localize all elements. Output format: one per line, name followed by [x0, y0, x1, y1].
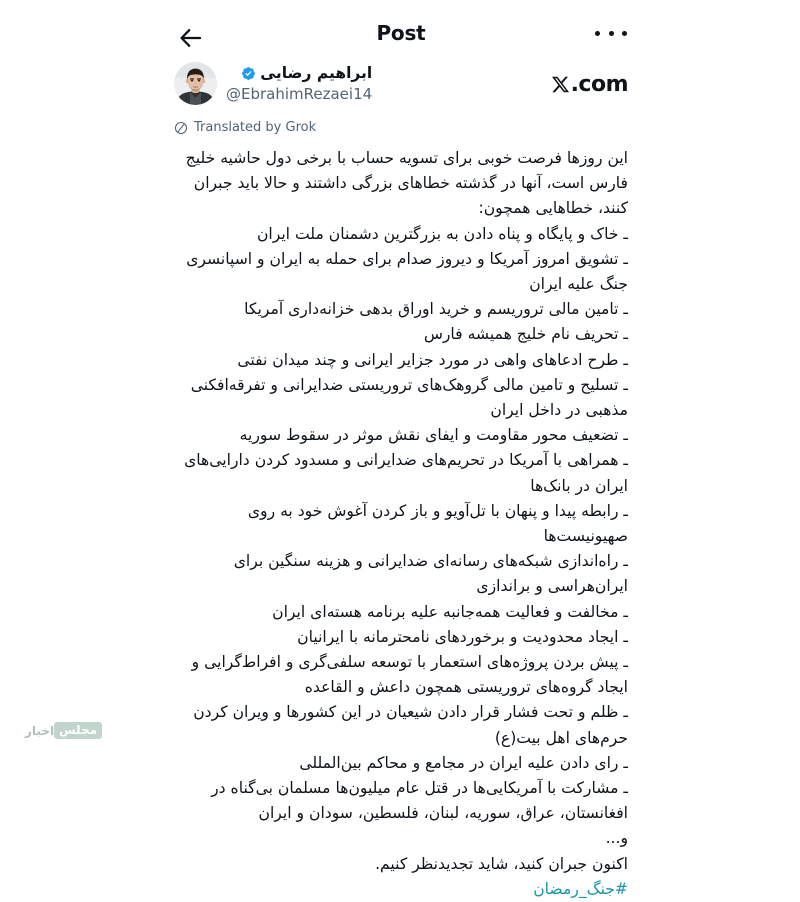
author-name-line — [226, 63, 372, 83]
post-line: این روزها فرصت خوبی برای تسویه حساب با برخی دول حاشیه خلیج فارس است، آنها در گذشته خطاهای بزرگی داشتند و حالا باید جبران کنند، خطاهایی همچون: — [185, 149, 628, 218]
more-options-button[interactable] — [594, 21, 628, 45]
post-line: ـ تامین مالی تروریسم و خرید اوراق بدهی خزانه‌داری آمریکا — [244, 300, 628, 319]
author-names — [226, 62, 372, 104]
arrow-left-icon — [180, 29, 202, 47]
post-line: ـ رابطه پیدا و پنهان با تل‌آویو و باز کردن آغوش خود به روی صهیونیست‌ها — [247, 501, 628, 546]
post-line: ـ همراهی با آمریکا در تحریم‌های ضدایرانی و مسدود کردن دارایی‌های ایران در بانک‌ها — [184, 451, 628, 495]
back-button[interactable] — [176, 23, 206, 53]
post-line: ـ تضعیف محور مقاومت و ایفای نقش موثر در سقوط سوریه — [239, 426, 628, 445]
post-line: ـ طرح ادعاهای واهی در مورد جزایر ایرانی و چند میدان نفتی — [237, 350, 628, 369]
post-line: ـ تسلیح و تامین مالی گروهک‌های تروریستی ضدایرانی و تفرقه‌افکنی مذهبی در داخل ایران — [190, 375, 628, 420]
post-line: ـ خاک و پایگاه و پناه دادن به بزرگترین دشمنان ملت ایران — [256, 224, 628, 243]
verified-badge-icon — [241, 66, 256, 81]
brand-suffix-label: .com — [570, 72, 628, 97]
post-content-column — [174, 0, 628, 898]
post-line: ـ تشویق امروز آمریکا و دیروز صدام برای حمله به ایران و اسپانسری جنگ علیه ایران — [186, 249, 628, 294]
author-row — [174, 62, 628, 110]
more-horizontal-icon-dot-1 — [595, 31, 600, 36]
post-line: ـ راه‌اندازی شبکه‌های رسانه‌ای ضدایرانی و هزینه سنگین برای ایران‌هراسی و براندازی — [233, 552, 628, 596]
post-line: ـ مخالفت و فعالیت همه‌جانبه علیه برنامه هسته‌ای ایران — [272, 602, 628, 621]
watermark-outer-text: اخبار — [25, 723, 55, 738]
post-line: ـ ظلم و تحت فشار قرار دادن شیعیان در این کشورها و ویران کردن حرم‌های اهل بیت(ع) — [193, 703, 628, 747]
post-line: و... — [605, 829, 628, 848]
author-handle[interactable]: @EbrahimRezaei14 — [226, 85, 373, 103]
grok-translate-icon — [174, 121, 188, 135]
page-title: Post — [376, 21, 426, 45]
post-line: ـ مشارکت با آمریکایی‌ها در قتل عام میلیون‌ها مسلمان بی‌گناه در افغانستان، عراق، سوریه، لبنان، فلسطین، سودان و ایران — [211, 779, 628, 823]
translated-by-grok-row[interactable] — [174, 118, 628, 138]
avatar[interactable] — [174, 62, 217, 105]
more-horizontal-icon-dot-3 — [622, 31, 627, 36]
author-display-name[interactable]: ابراهیم رضایی — [260, 64, 373, 82]
post-line: ـ پیش بردن پروژه‌های استعمار با توسعه سلفی‌گری و افراط‌گرایی و ایجاد گروه‌های تروریستی همچون داعش و القاعده — [191, 653, 628, 697]
post-hashtag[interactable]: #جنگ_رمضان — [533, 879, 628, 898]
source-watermark — [22, 720, 106, 741]
page-header — [174, 0, 628, 58]
post-text-body — [174, 146, 628, 902]
more-horizontal-icon-dot-2 — [609, 31, 614, 36]
post-line: اکنون جبران کنید، شاید تجدیدنظر کنیم. — [375, 854, 628, 873]
watermark-pill-text: مجلس — [54, 722, 102, 739]
user-avatar-photo — [174, 62, 217, 105]
translated-by-grok-label: Translated by Grok — [194, 120, 317, 135]
x-logo-icon — [551, 75, 570, 94]
post-line: ـ تحریف نام خلیج همیشه فارس — [423, 325, 628, 344]
brand-watermark-xcom — [551, 72, 628, 97]
post-line: ـ ایجاد محدودیت و برخوردهای نامحترمانه با ایرانیان — [297, 627, 628, 646]
post-line: ـ رای دادن علیه ایران در مجامع و محاکم بین‌المللی — [299, 753, 628, 772]
